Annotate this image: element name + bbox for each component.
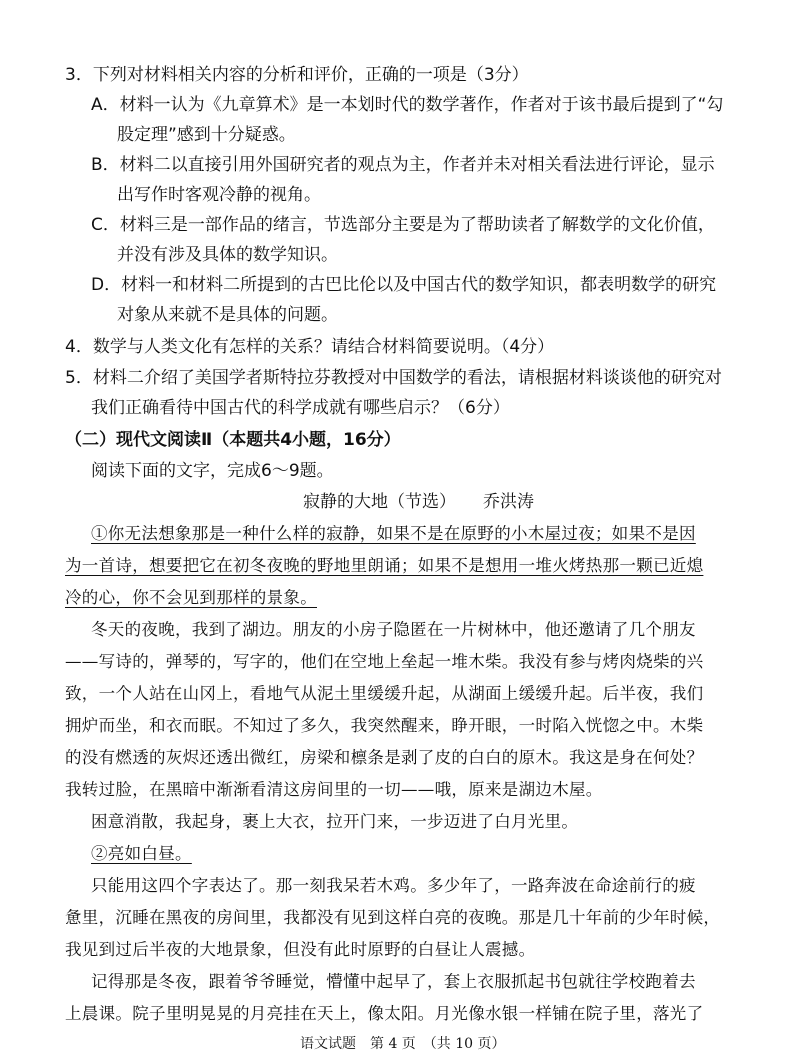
passage-paragraph-2-line-1: 冬天的夜晚，我到了湖边。朋友的小房子隐匿在一片树林中，他还邀请了几个朋友	[91, 620, 696, 639]
passage-paragraph-2-line-5: 的没有燃透的灰烬还透出微红，房梁和檩条是剥了皮的白白的原木。我这是身在何处？	[65, 748, 704, 767]
reading-instruction: 阅读下面的文字，完成6～9题。	[91, 461, 334, 481]
passage-paragraph-2-line-2: ——写诗的，弹琴的，写字的，他们在空地上垒起一堆木柴。我没有参与烤肉烧柴的兴	[65, 652, 704, 671]
passage-paragraph-2-line-3: 致，一个人站在山冈上，看地气从泥土里缓缓升起，从湖面上缓缓升起。后半夜，我们	[65, 684, 704, 703]
question-3-option-d-line-1: D．材料一和材料二所提到的古巴比伦以及中国古代的数学知识，都表明数学的研究	[91, 275, 717, 295]
passage-paragraph-5-line-3: 我见到过后半夜的大地景象，但没有此时原野的白昼让人震撼。	[65, 940, 536, 959]
page-footer: 语文试题 第 4 页 （共 10 页）	[300, 1036, 506, 1052]
question-3-option-a-line-1: A．材料一认为《九章算术》是一本划时代的数学著作，作者对于该书最后提到了“勾	[91, 95, 724, 115]
question-3-stem: 3．下列对材料相关内容的分析和评价，正确的一项是（3分）	[65, 65, 529, 85]
passage-paragraph-1-line-3: 冷的心，你不会见到那样的景象。	[65, 588, 317, 607]
article-author: 乔洪涛	[483, 492, 534, 512]
passage-paragraph-2-line-6: 我转过脸，在黑暗中渐渐看清这房间里的一切——哦，原来是湖边木屋。	[65, 780, 603, 799]
passage-paragraph-6-line-2: 上晨课。院子里明晃晃的月亮挂在天上，像太阳。月光像水银一样铺在院子里，落光了	[65, 1004, 704, 1023]
question-5-line-2: 我们正确看待中国古代的科学成就有哪些启示？（6分）	[91, 398, 510, 418]
article-title: 寂静的大地（节选）	[303, 492, 456, 512]
question-3-option-b-line-1: B．材料二以直接引用外国研究者的观点为主，作者并未对相关看法进行评论，显示	[91, 155, 715, 175]
question-3-option-c-line-1: C．材料三是一部作品的绪言，节选部分主要是为了帮助读者了解数学的文化价值，	[91, 215, 715, 235]
passage-paragraph-1-line-1: ①你无法想象那是一种什么样的寂静，如果不是在原野的小木屋过夜；如果不是因	[91, 524, 696, 543]
passage-paragraph-5-line-1: 只能用这四个字表达了。那一刻我呆若木鸡。多少年了，一路奔波在命途前行的疲	[91, 876, 696, 895]
section-heading: （二）现代文阅读Ⅱ（本题共4小题，16分）	[65, 430, 401, 450]
question-3-option-c-line-2: 并没有涉及具体的数学知识。	[117, 245, 338, 265]
question-3-option-b-line-2: 出写作时客观冷静的视角。	[117, 185, 321, 205]
question-3-option-d-line-2: 对象从来就不是具体的问题。	[117, 305, 338, 325]
passage-paragraph-6-line-1: 记得那是冬夜，跟着爷爷睡觉，懵懂中起早了，套上衣服抓起书包就往学校跑着去	[91, 972, 696, 991]
passage-paragraph-1-line-2: 为一首诗，想要把它在初冬夜晚的野地里朗诵；如果不是想用一堆火烤热那一颗已近熄	[65, 556, 704, 575]
question-4: 4．数学与人类文化有怎样的关系？请结合材料简要说明。（4分）	[65, 337, 555, 357]
question-3-option-a-line-2: 股定理”感到十分疑惑。	[117, 125, 296, 145]
question-5-line-1: 5．材料二介绍了美国学者斯特拉芬教授对中国数学的看法，请根据材料谈谈他的研究对	[65, 368, 722, 388]
passage-paragraph-4-line-1: ②亮如白昼。	[91, 844, 192, 863]
passage-paragraph-3-line-1: 困意消散，我起身，裹上大衣，拉开门来，一步迈进了白月光里。	[91, 812, 579, 831]
passage-paragraph-5-line-2: 惫里，沉睡在黑夜的房间里，我都没有见到这样白亮的夜晚。那是几十年前的少年时候，	[65, 908, 721, 927]
passage-paragraph-2-line-4: 拥炉而坐，和衣而眠。不知过了多久，我突然醒来，睁开眼，一时陷入恍惚之中。木柴	[65, 716, 704, 735]
